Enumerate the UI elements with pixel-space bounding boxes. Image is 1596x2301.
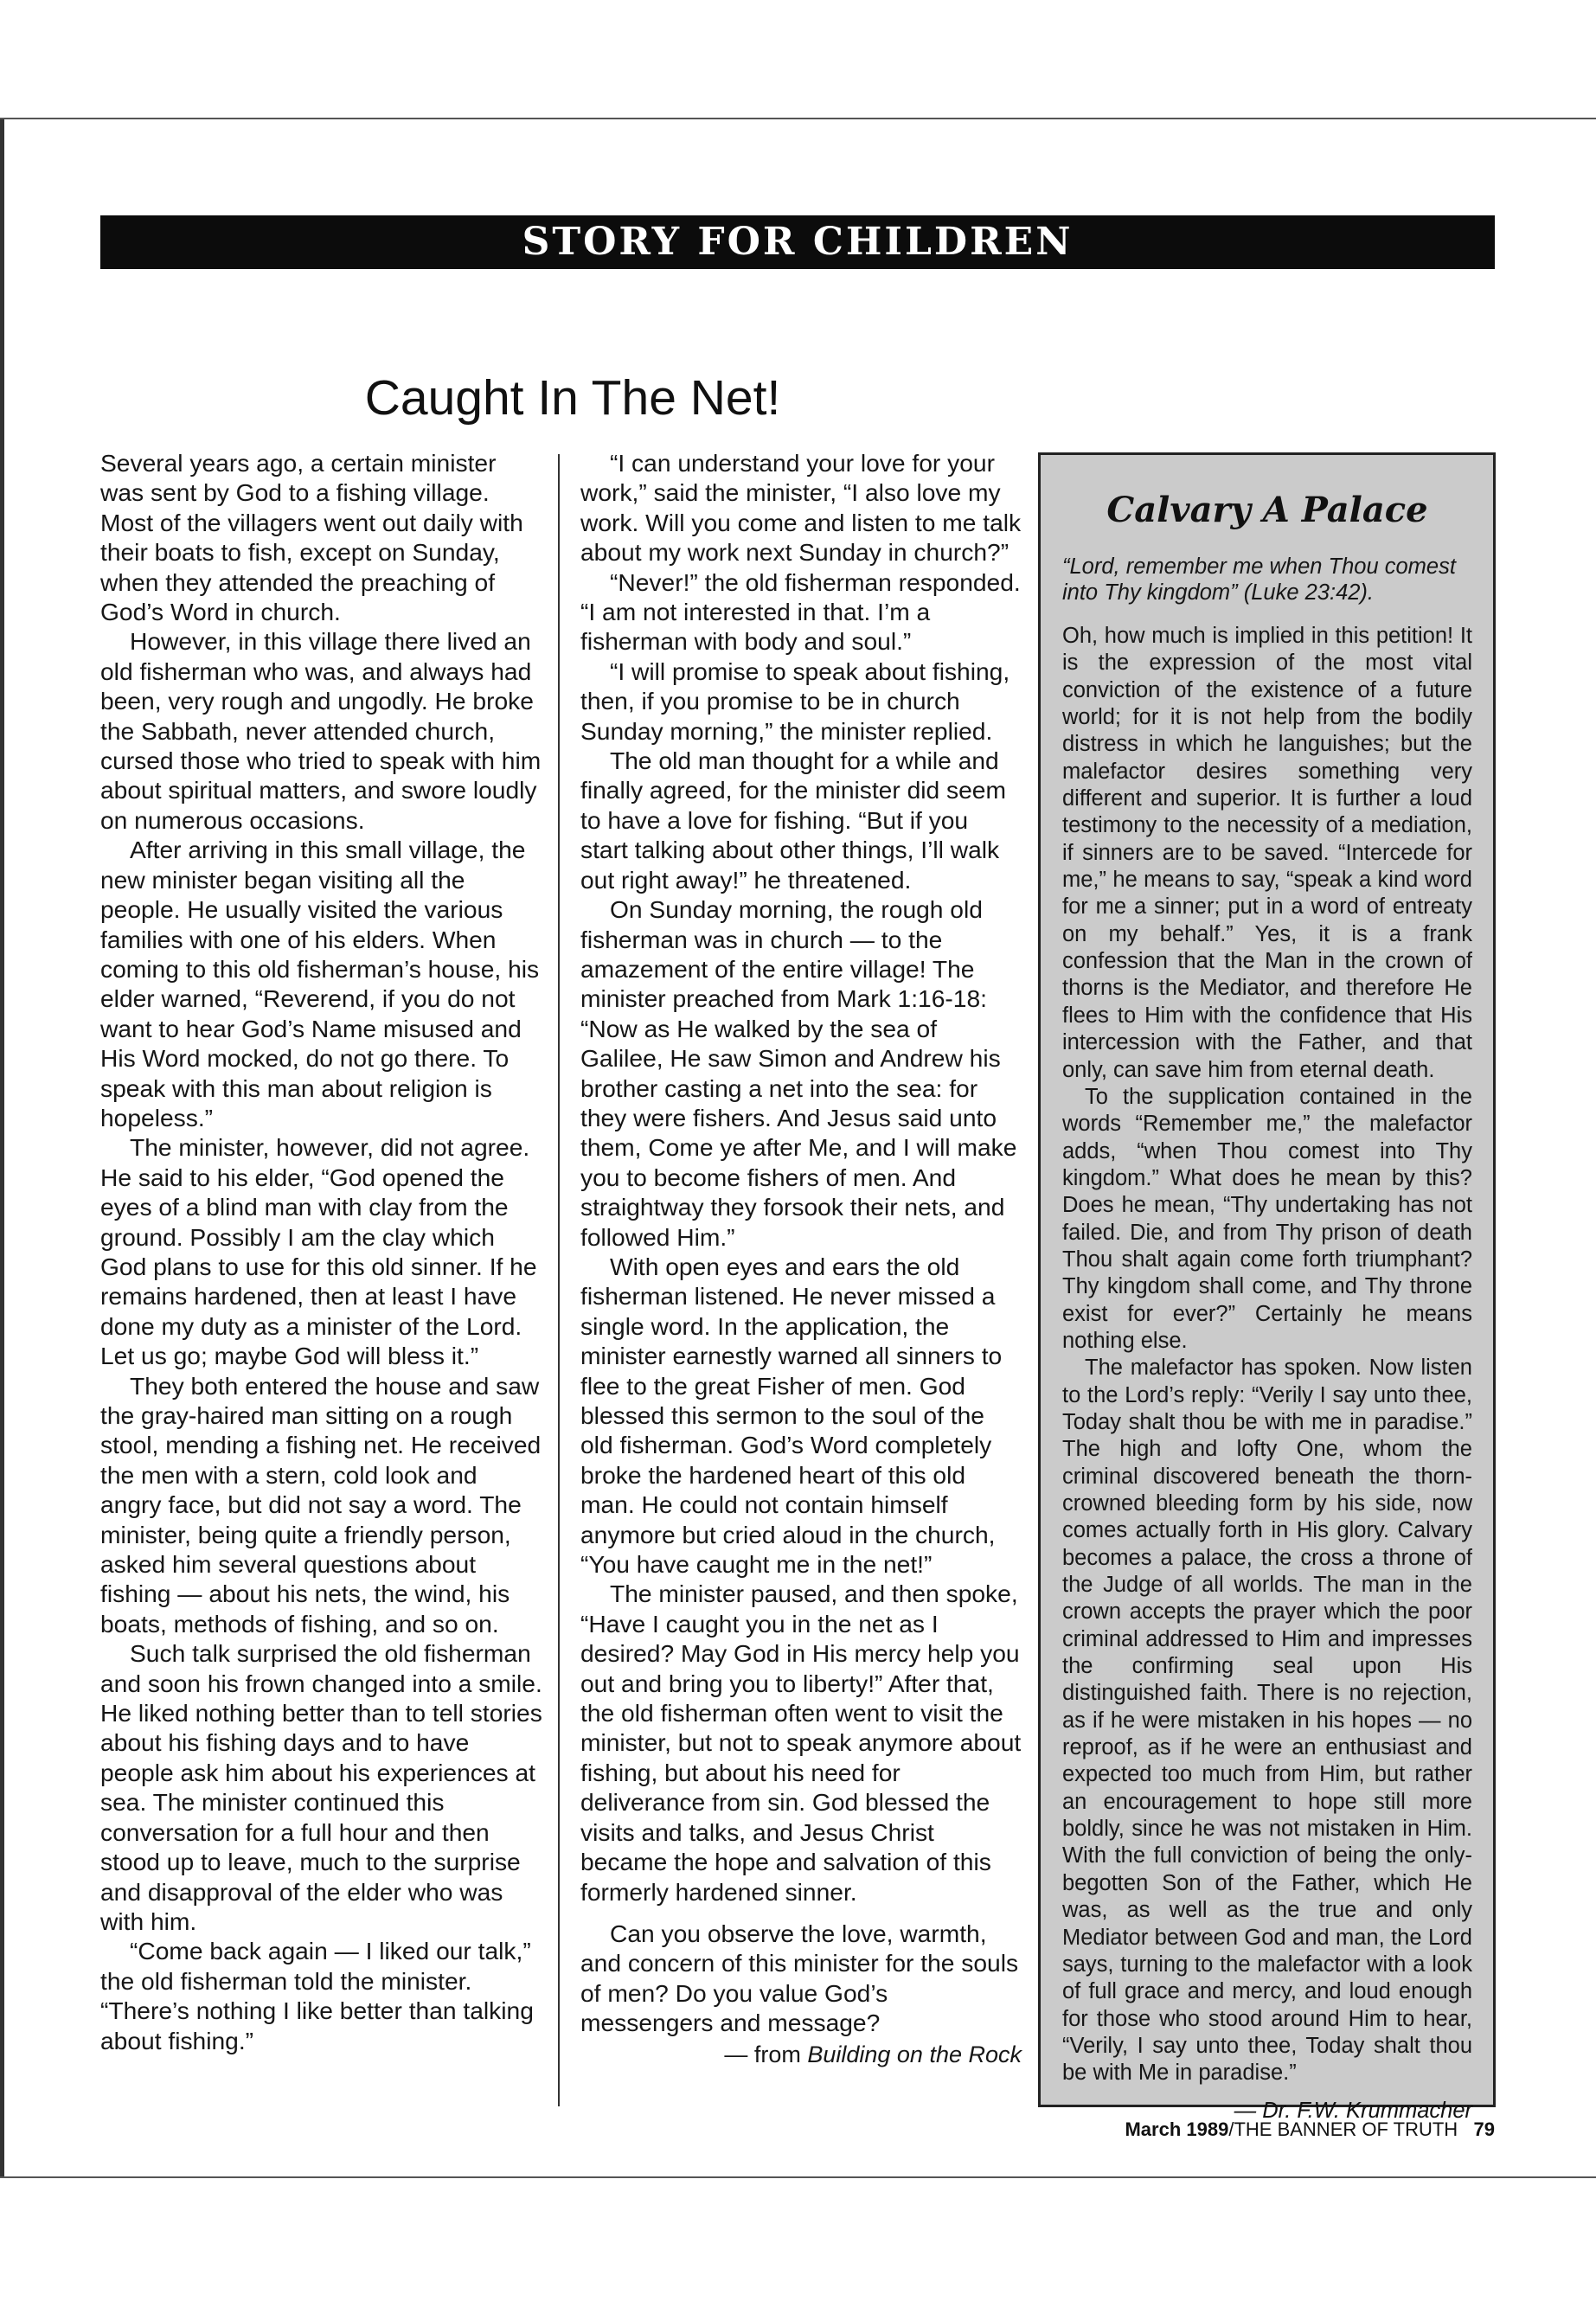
story-column-1 bbox=[100, 448, 543, 2055]
story-column-2 bbox=[580, 448, 1022, 2069]
story-paragraph: “I can understand your love for your work,” said the minister, “I also love my work. Will you come and listen to me talk about my work next Sunday in church?” bbox=[580, 449, 1022, 567]
story-closing-question: Can you observe the love, warmth, and concern of this minister for the souls of men? Do you value God’s messengers and message? bbox=[580, 1919, 1019, 2037]
page-footer bbox=[1125, 2118, 1495, 2141]
sidebar-body bbox=[1062, 623, 1472, 2087]
page-left-edge bbox=[0, 119, 4, 2176]
story-paragraph: After arriving in this small village, the new minister began visiting all the people. He usually visited the various families with one of his elders. When coming to this old fisherman’s house, his elder warned, “Reverend, if you do not want to hear God’s Name misused and His Word mocked, do not go there. To speak with this man about religion is hopeless.” bbox=[100, 836, 540, 1131]
story-paragraph: The minister, however, did not agree. He said to his elder, “God opened the eyes of a blind man with clay from the ground. Possibly I am the clay which God plans to use for this old sinner. If he remains hardened, then at least I have done my duty as a minister of the Lord. Let us go; maybe God will bless it.” bbox=[100, 1133, 537, 1370]
sidebar-title: Calvary A Palace bbox=[1106, 490, 1428, 530]
story-paragraph: The old man thought for a while and finally agreed, for the minister did seem to have a love for fishing. “But if you start talking about other things, I’ll walk out right away!” he threatened. bbox=[580, 747, 1006, 894]
story-credit bbox=[580, 2040, 1022, 2069]
story-paragraph: “Come back again — I liked our talk,” the old fisherman told the minister. “There’s nothing I like better than talking about fishing.” bbox=[100, 1937, 534, 2054]
credit-source: Building on the Rock bbox=[807, 2041, 1022, 2067]
story-paragraph: “I will promise to speak about fishing, then, if you promise to be in church Sunday morning,” the minister replied. bbox=[580, 657, 1010, 745]
story-paragraph: Such talk surprised the old fisherman and soon his frown changed into a smile. He liked nothing better than to tell stories about his fishing days and to have people ask him about his experiences at sea. The minister continued this conversation for a full hour and then stood up to leave, much to the surprise and disapproval of the elder who was with him. bbox=[100, 1639, 542, 1935]
story-paragraph: Several years ago, a certain minister was sent by God to a fishing village. Most of the villagers went out daily with their boats to fish, except on Sunday, when they attended the preaching of God’s Word in church. bbox=[100, 449, 523, 626]
sidebar-signature: — Dr. F.W. Krummacher bbox=[1234, 2098, 1472, 2123]
story-paragraph: “Never!” the old fisherman responded. “I am not interested in that. I’m a fisherman with body and soul.” bbox=[580, 567, 1021, 656]
story-paragraph: With open eyes and ears the old fisherman listened. He never missed a single word. In the application, the minister earnestly warned all sinners to flee to the great Fisher of men. God blessed this sermon to the soul of the old fisherman. God’s Word completely broke the hardened heart of this old man. He could not contain himself anymore but cried aloud in the church, “You have caught me in the net!” bbox=[580, 1252, 1003, 1579]
column-divider bbox=[558, 454, 560, 2106]
sidebar-paragraph: To the supplication contained in the words “Remember me,” the malefactor adds, “when Thou comest into Thy kingdom.” What does he mean by this? Does he mean, “Thy undertaking has not failed. Die, and from Thy prison of death Thou shalt again come forth triumphant? Thy kingdom shall come, and Thy throne exist for ever?” Certainly he means nothing else. bbox=[1062, 1084, 1472, 1353]
footer-page-number: 79 bbox=[1473, 2118, 1495, 2140]
section-banner: STORY FOR CHILDREN bbox=[100, 215, 1495, 269]
story-paragraph: The minister paused, and then spoke, “Have I caught you in the net as I desired? May God in His mercy help you out and bring you to liberty!” After that, the old fisherman often went to visit the minister, but not to speak anymore about fishing, but about his need for deliverance from sin. God blessed the visits and talks, and Jesus Christ became the hope and salvation of this formerly hardened sinner. bbox=[580, 1580, 1022, 1906]
credit-prefix: — from bbox=[724, 2041, 808, 2067]
sidebar-box bbox=[1038, 452, 1496, 2123]
sidebar-paragraph: The malefactor has spoken. Now listen to the Lord’s reply: “Verily I say unto thee, Today shalt thou be with me in paradise.” The high and lofty One, whom the criminal discovered beneath the thorn-crowned bleeding form by his side, now comes actually forth in His glory. Calvary becomes a palace, the cross a throne of the Judge of all worlds. The man in the crown accepts the prayer which the poor criminal addressed to Him and impresses the confirming seal upon His distinguished faith. There is no rejection, as if he were mistaken in his hopes — no reproof, as if he were an enthusiast and expected too much from Him, but rather an encouragement to hope still more boldly, since he was not mistaken in Him. With the full conviction of being the only-begotten Son of the Father, which He was, as well as the true and only Mediator between God and man, the Lord says, turning to the malefactor with a look of full grace and mercy, and loud enough for those who stood around Him to hear, “Verily, I say unto thee, Today shalt thou be with Me in paradise.” bbox=[1062, 1356, 1472, 2086]
footer-publication: /THE BANNER OF TRUTH bbox=[1228, 2118, 1458, 2140]
story-paragraph: However, in this village there lived an old fisherman who was, and always had been, very rough and ungodly. He broke the Sabbath, never attended church, cursed those who tried to speak with him about spiritual matters, and swore loudly on numerous occasions. bbox=[100, 627, 542, 834]
sidebar-paragraph: Oh, how much is implied in this petition! It is the expression of the most vital conviction of the existence of a future world; for it is not help from the bodily distress in which he languishes; but the malefactor desires something very different and superior. It is further a loud testimony to the necessity of a mediation, if sinners are to be saved. “Intercede for me,” he means to say, “speak a kind word for me a sinner; put in a word of entreaty on my behalf.” Yes, it is a frank confession that the Man in the crown of thorns is the Mediator, and therefore He flees to Him with the confidence that His intercession with the Father, and that only, can save him from eternal death. bbox=[1062, 624, 1472, 1082]
story-title: Caught In The Net! bbox=[364, 370, 781, 426]
bottom-rule bbox=[0, 2176, 1596, 2178]
top-rule bbox=[0, 118, 1596, 119]
sidebar-scripture-quote: “Lord, remember me when Thou comest into Thy kingdom” (Luke 23:42). bbox=[1062, 554, 1456, 605]
story-paragraph: They both entered the house and saw the gray-haired man sitting on a rough stool, mending a fishing net. He received the men with a stern, cold look and angry face, but did not say a word. The minister, being quite a friendly person, asked him several questions about fishing — about his nets, the wind, his boats, methods of fishing, and so on. bbox=[100, 1371, 542, 1638]
footer-date: March 1989 bbox=[1125, 2118, 1229, 2140]
story-paragraph: On Sunday morning, the rough old fisherman was in church — to the amazement of the entire village! The minister preached from Mark 1:16-18: “Now as He walked by the sea of Galilee, He saw Simon and Andrew his brother casting a net into the sea: for they were fishers. And Jesus said unto them, Come ye after Me, and I will make you to become fishers of men. And straightway they forsook their nets, and followed Him.” bbox=[580, 895, 1017, 1251]
